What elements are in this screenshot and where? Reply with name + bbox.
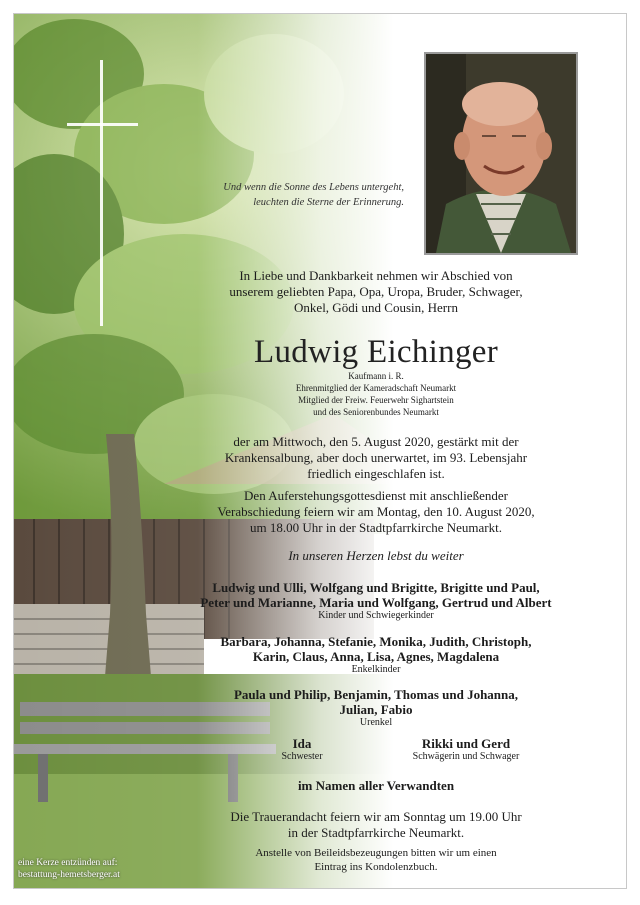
funeral-service: Den Auferstehungsgottesdienst mit anschließender Verabschiedung feiern wir am Montag, den 10. August 2020, um 18.00 Uhr in der Stadtpfarrkirche Neumarkt.	[217, 488, 535, 535]
deceased-name: Ludwig Eichinger	[254, 334, 498, 370]
sister-block: Ida Schwester	[281, 736, 323, 762]
obituary-card	[13, 13, 627, 889]
on-behalf-line: im Namen aller Verwandten	[297, 778, 455, 793]
death-notice: der am Mittwoch, den 5. August 2020, gestärkt mit der Krankensalbung, aber doch unerwartet, im 93. Lebensjahr friedlich eingeschlafen ist.	[224, 434, 528, 481]
deceased-titles: Kaufmann i. R. Ehrenmitglied der Kameradschaft Neumarkt Mitglied der Freiw. Feuerwehr Sighartstein und des Seniorenbundes Neumarkt	[295, 371, 457, 417]
condolence-request: Anstelle von Beileidsbezeugungen bitten wir um einen Eintrag ins Kondolenzbuch.	[255, 847, 497, 873]
cross-horizontal	[67, 123, 138, 126]
cross-vertical	[100, 60, 103, 326]
great-grandchildren-block: Paula und Philip, Benjamin, Thomas und Johanna, Julian, Fabio Urenkel	[233, 687, 519, 728]
portrait-photo	[424, 52, 578, 255]
in-laws-block: Rikki und Gerd Schwägerin und Schwager	[412, 736, 520, 762]
motto: In unseren Herzen lebst du weiter	[288, 548, 464, 563]
prayer-service: Die Trauerandacht feiern wir am Sonntag um 19.00 Uhr in der Stadtpfarrkirche Neumarkt.	[230, 809, 522, 840]
grandchildren-block: Barbara, Johanna, Stefanie, Monika, Judith, Christoph, Karin, Claus, Anna, Lisa, Agnes, Magdalena Enkelkinder	[220, 634, 532, 675]
light-candle-link[interactable]: eine Kerze entzünden auf: bestattung-hemetsberger.at	[18, 858, 120, 880]
memorial-quote: Und wenn die Sonne des Lebens untergeht, leuchten die Sterne der Erinnerung.	[223, 182, 404, 208]
children-block: Ludwig und Ulli, Wolfgang und Brigitte, Brigitte und Paul, Peter und Marianne, Maria und Wolfgang, Gertrud und Albert Kinder und Schwiegerkinder	[200, 580, 552, 621]
intro-text: In Liebe und Dankbarkeit nehmen wir Abschied von unserem geliebten Papa, Opa, Uropa, Bruder, Schwager, Onkel, Gödi und Cousin, Herrn	[229, 268, 523, 315]
